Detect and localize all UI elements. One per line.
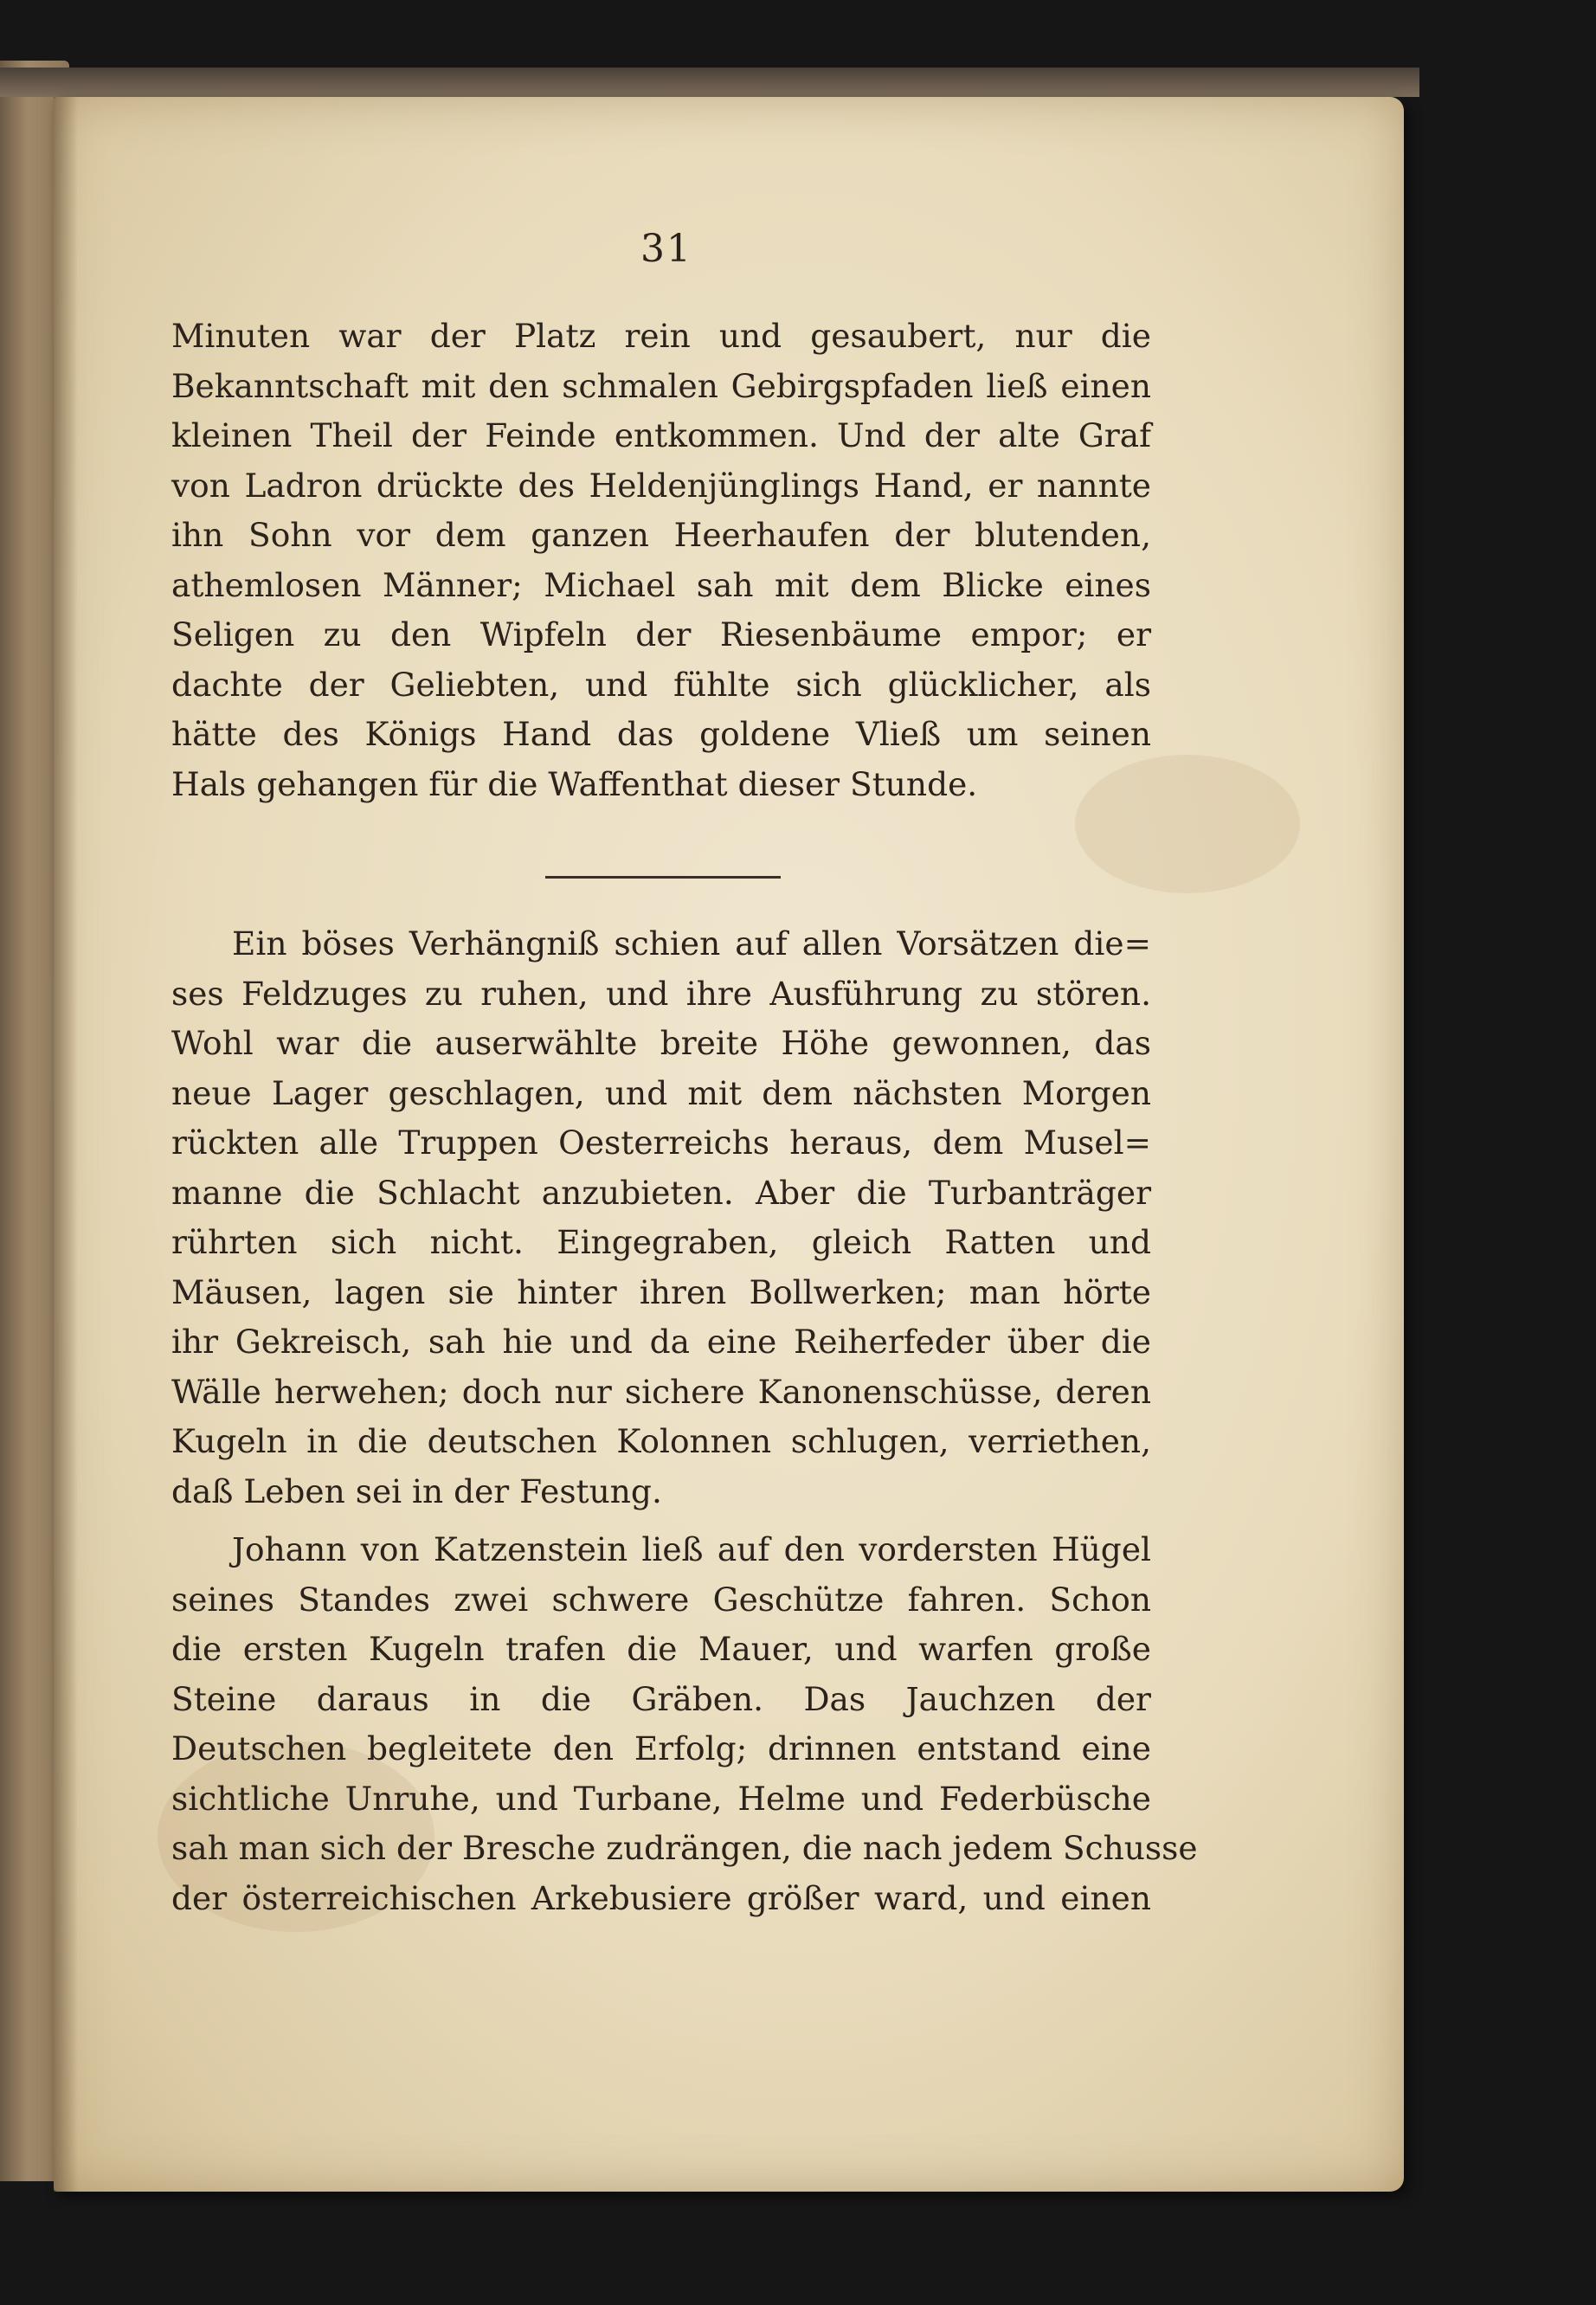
text-line: ihn Sohn vor dem ganzen Heerhaufen der blutenden, (171, 516, 1151, 554)
text-line: Kugeln in die deutschen Kolonnen schlugen, verriethen, (171, 1422, 1151, 1460)
text-line: kleinen Theil der Feinde entkommen. Und der alte Graf (171, 416, 1151, 454)
text-line: Bekanntschaft mit den schmalen Gebirgspfaden ließ einen (171, 366, 1151, 405)
text-line: Mäusen, lagen sie hinter ihren Bollwerken; man hörte (171, 1272, 1151, 1311)
text-line: Wälle herwehen; doch nur sichere Kanonenschüsse, deren (171, 1372, 1151, 1411)
book-cover-edge (0, 68, 1419, 97)
text-line: ihr Gekreisch, sah hie und da eine Reiherfeder über die (171, 1323, 1151, 1361)
text-line: Wohl war die auserwählte breite Höhe gewonnen, das (171, 1024, 1151, 1062)
text-line: Johann von Katzenstein ließ auf den vordersten Hügel (232, 1530, 1151, 1568)
text-line: der österreichischen Arkebusiere größer ward, und einen (171, 1878, 1151, 1917)
text-line: rührten sich nicht. Eingegraben, gleich Ratten und (171, 1223, 1151, 1261)
text-line: Hals gehangen für die Waffenthat dieser Stunde. (171, 764, 978, 803)
text-line: seines Standes zwei schwere Geschütze fahren. Schon (171, 1580, 1151, 1619)
text-line: hätte des Königs Hand das goldene Vließ um seinen (171, 715, 1151, 753)
text-line: athemlosen Männer; Michael sah mit dem Blicke eines (171, 565, 1151, 604)
text-line: von Ladron drückte des Heldenjünglings Hand, er nannte (171, 466, 1151, 505)
paragraph-1 (171, 312, 1151, 809)
text-line: Ein böses Verhängniß schien auf allen Vorsätzen die= (232, 924, 1151, 963)
text-line: die ersten Kugeln trafen die Mauer, und warfen große (171, 1630, 1151, 1668)
paragraph-3 (171, 1525, 1198, 1923)
page-gutter (54, 97, 78, 2192)
section-divider (545, 876, 781, 879)
text-line: manne die Schlacht anzubieten. Aber die Turbanträger (171, 1173, 1151, 1212)
text-line: Deutschen begleitete den Erfolg; drinnen entstand eine (171, 1729, 1151, 1767)
text-line: sah man sich der Bresche zudrängen, die nach jedem Schusse (171, 1829, 1198, 1867)
text-line: Minuten war der Platz rein und gesaubert, nur die (171, 317, 1151, 355)
paragraph-2 (171, 919, 1151, 1516)
text-line: sichtliche Unruhe, und Turbane, Helme und Federbüsche (171, 1779, 1151, 1818)
page-number: 31 (640, 227, 692, 271)
text-line: neue Lager geschlagen, und mit dem nächsten Morgen (171, 1073, 1151, 1112)
text-line: rückten alle Truppen Oesterreichs heraus, dem Musel= (171, 1124, 1151, 1162)
text-line: daß Leben sei in der Festung. (171, 1471, 662, 1510)
text-line: Steine daraus in die Gräben. Das Jauchzen der (171, 1679, 1151, 1718)
text-line: dachte der Geliebten, und fühlte sich glücklicher, als (171, 665, 1151, 704)
text-line: ses Feldzuges zu ruhen, und ihre Ausführung zu stören. (171, 974, 1151, 1013)
text-line: Seligen zu den Wipfeln der Riesenbäume empor; er (171, 615, 1151, 654)
